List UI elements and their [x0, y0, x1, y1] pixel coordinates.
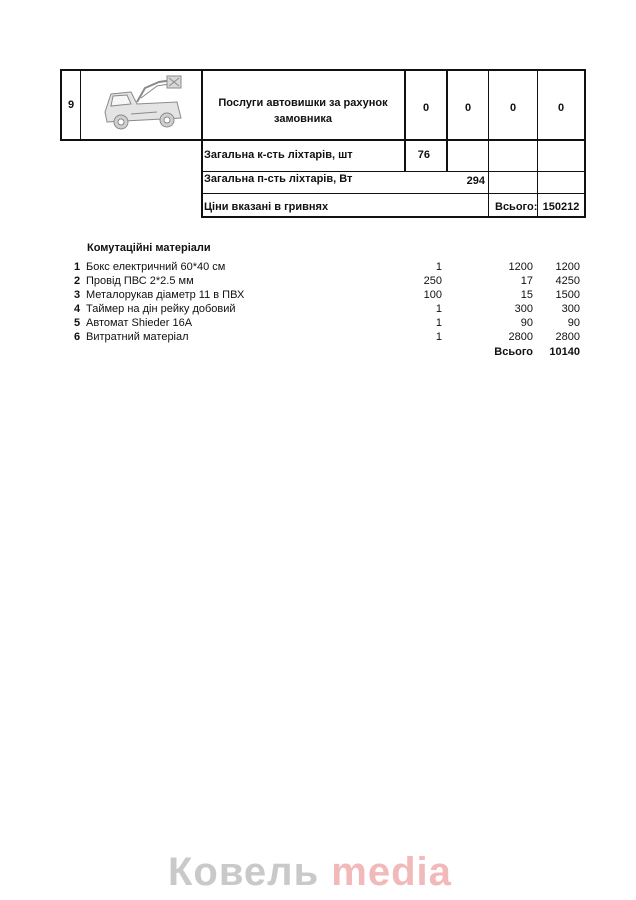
item-number: 4	[74, 303, 81, 315]
item-name: Таймер на дін рейку добовий	[86, 303, 236, 315]
item-price: 90	[520, 317, 533, 329]
row-number: 9	[67, 99, 75, 111]
item-name: Витратний матеріал	[86, 331, 189, 343]
item-price: 300	[514, 303, 533, 315]
value-cell-1: 0	[422, 102, 430, 114]
item-qty: 1	[435, 331, 442, 343]
service-description: Послуги автовишки за рахунок замовника	[218, 97, 388, 125]
grand-total-value: 150212	[542, 201, 580, 213]
item-qty: 1	[435, 317, 442, 329]
total-power-label: Загальна п-сть ліхтарів, Вт	[204, 173, 353, 185]
materials-total-label: Всього	[494, 346, 533, 358]
item-name: Металорукав діаметр 11 в ПВХ	[86, 289, 245, 301]
materials-total-value: 10140	[549, 346, 580, 358]
item-number: 6	[74, 331, 81, 343]
materials-title: Комутаційні матеріали	[87, 242, 211, 254]
item-sum: 1200	[555, 261, 580, 273]
item-number: 1	[74, 261, 81, 273]
item-price: 2800	[508, 331, 533, 343]
truck-with-aerial-lift-image	[97, 74, 189, 136]
item-name: Бокс електричний 60*40 см	[86, 261, 226, 273]
item-sum: 2800	[555, 331, 580, 343]
item-price: 17	[520, 275, 533, 287]
grand-total-label: Всього:	[495, 201, 538, 213]
watermark-part-1: Ковель	[168, 850, 320, 894]
currency-note: Ціни вказані в гривнях	[204, 201, 329, 213]
item-sum: 1500	[555, 289, 580, 301]
value-cell-4: 0	[557, 102, 565, 114]
watermark-part-2: media	[331, 850, 452, 894]
item-sum: 300	[561, 303, 580, 315]
watermark-logo	[168, 850, 452, 895]
item-sum: 90	[567, 317, 580, 329]
item-qty: 1	[435, 261, 442, 273]
total-count-label: Загальна к-сть ліхтарів, шт	[204, 149, 353, 161]
total-power-value: 294	[466, 175, 485, 187]
item-sum: 4250	[555, 275, 580, 287]
item-name: Провід ПВС 2*2.5 мм	[86, 275, 194, 287]
item-qty: 1	[435, 303, 442, 315]
item-number: 5	[74, 317, 81, 329]
item-qty: 250	[423, 275, 442, 287]
value-cell-2: 0	[464, 102, 472, 114]
item-number: 2	[74, 275, 81, 287]
item-name: Автомат Shieder 16А	[86, 317, 193, 329]
item-price: 15	[520, 289, 533, 301]
total-count-value: 76	[417, 149, 430, 161]
item-number: 3	[74, 289, 81, 301]
item-qty: 100	[423, 289, 442, 301]
item-price: 1200	[508, 261, 533, 273]
value-cell-3: 0	[509, 102, 517, 114]
